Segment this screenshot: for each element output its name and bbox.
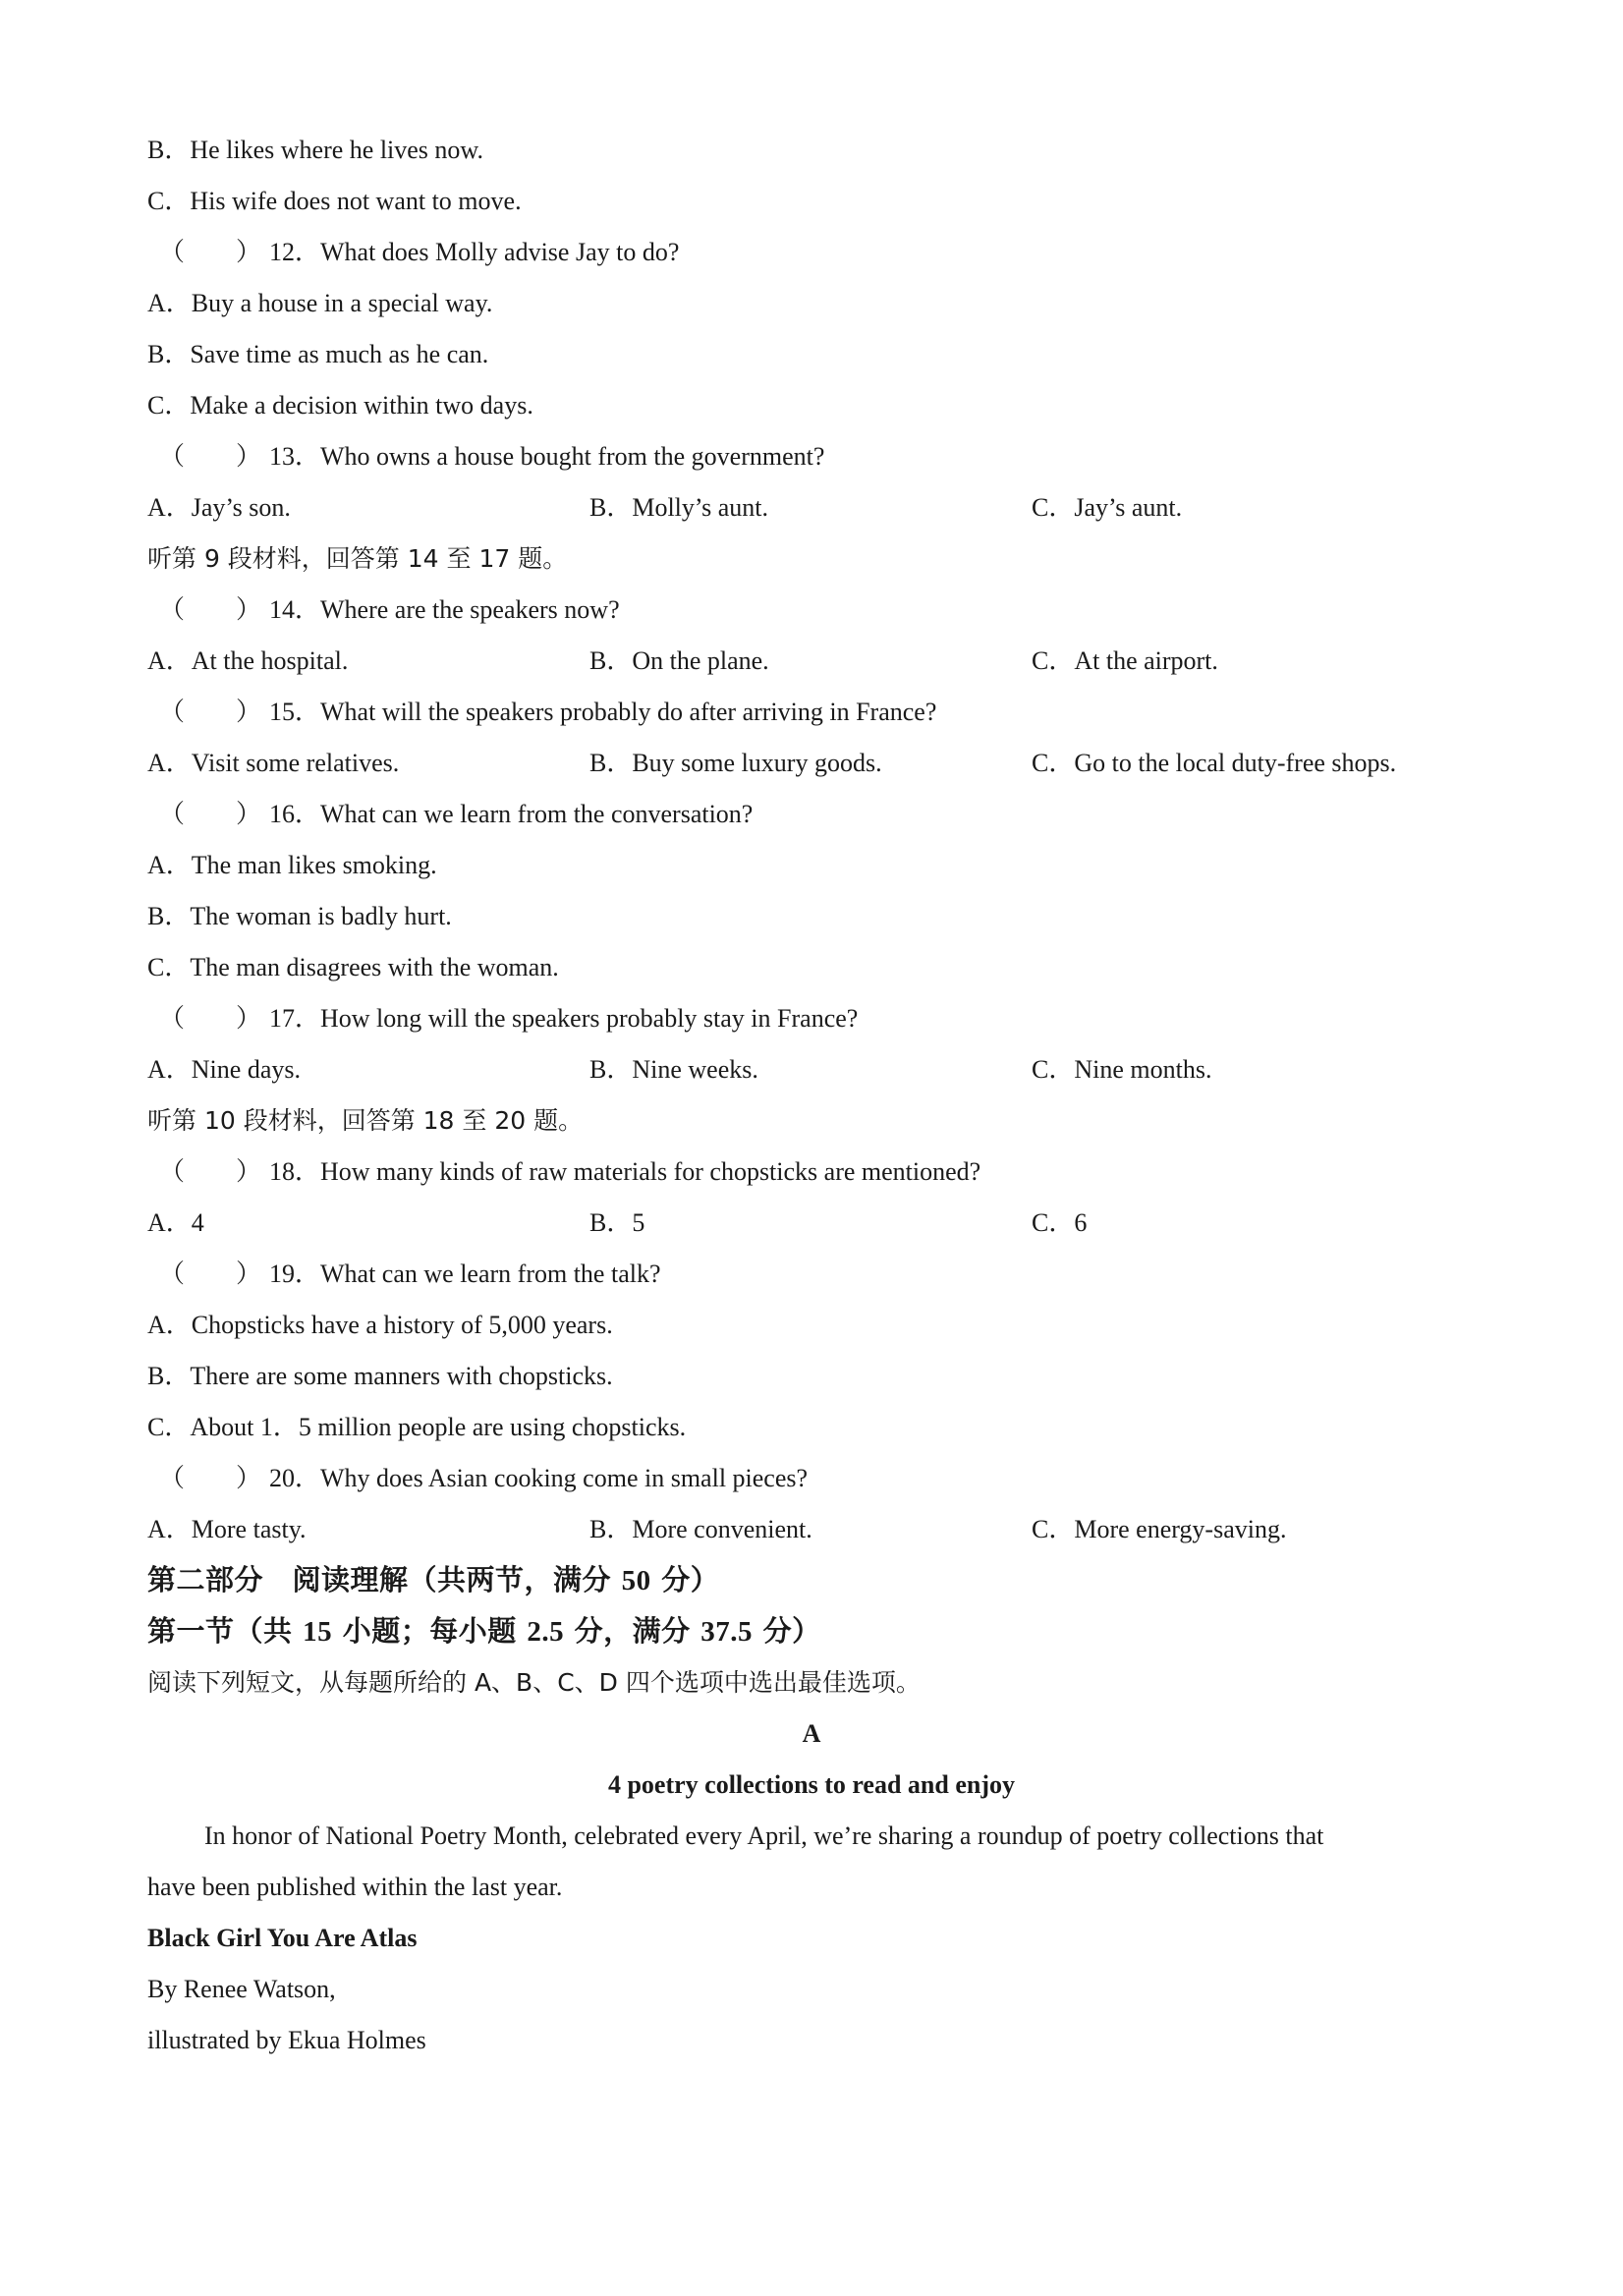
question-text: 16．What can we learn from the conversation? — [269, 800, 754, 828]
answer-blank: （ ） — [159, 238, 262, 266]
option-a: A．More tasty. — [147, 1515, 307, 1543]
option-a: A．Nine days. — [147, 1055, 301, 1084]
option-b: B．Nine weeks. — [589, 1055, 758, 1084]
question-text: 18．How many kinds of raw materials for chopsticks are mentioned? — [269, 1157, 981, 1186]
option-b: B．On the plane. — [589, 646, 769, 675]
answer-blank: （ ） — [159, 595, 262, 624]
question-14 — [159, 593, 620, 627]
option-11c: C．His wife does not want to move. — [147, 187, 522, 215]
options-20 — [147, 1513, 1523, 1546]
option-a: A．Jay’s son. — [147, 493, 291, 522]
passage-title: 4 poetry collections to read and enjoy — [607, 1770, 1016, 1799]
question-17 — [159, 1002, 858, 1036]
options-15 — [147, 747, 1523, 780]
option-12a: A．Buy a house in a special way. — [147, 289, 493, 317]
answer-blank: （ ） — [159, 1260, 262, 1288]
question-18 — [159, 1155, 980, 1189]
answer-blank: （ ） — [159, 1464, 262, 1492]
option-16c: C．The man disagrees with the woman. — [147, 953, 559, 981]
passage-paragraph-line-2: have been published within the last year. — [147, 1873, 563, 1901]
question-text: 20．Why does Asian cooking come in small pieces? — [269, 1464, 809, 1492]
options-18 — [147, 1206, 1523, 1240]
book-author: By Renee Watson, — [147, 1975, 336, 2003]
option-c: C．Nine months. — [1032, 1055, 1212, 1084]
section-heading-10: 听第 10 段材料，回答第 18 至 20 题。 — [147, 1106, 584, 1135]
question-text: 17．How long will the speakers probably stay in France? — [269, 1004, 859, 1033]
options-13 — [147, 491, 1523, 525]
option-a: A．Visit some relatives. — [147, 749, 400, 777]
question-text: 19．What can we learn from the talk? — [269, 1260, 661, 1288]
reading-instruction: 阅读下列短文，从每题所给的 A、B、C、D 四个选项中选出最佳选项。 — [147, 1668, 921, 1697]
question-20 — [159, 1462, 808, 1495]
question-text: 14．Where are the speakers now? — [269, 595, 620, 624]
passage-letter: A — [802, 1719, 821, 1748]
question-text: 13．Who owns a house bought from the government? — [269, 442, 825, 471]
option-12c: C．Make a decision within two days. — [147, 391, 533, 420]
answer-blank: （ ） — [159, 1004, 262, 1033]
section-one-title: 第一节（共 15 小题；每小题 2.5 分，满分 37.5 分） — [147, 1614, 821, 1648]
option-b: B．Molly’s aunt. — [589, 493, 769, 522]
answer-blank: （ ） — [159, 442, 262, 471]
section-heading-9: 听第 9 段材料，回答第 14 至 17 题。 — [147, 544, 568, 573]
option-19b: B．There are some manners with chopsticks. — [147, 1362, 613, 1390]
answer-blank: （ ） — [159, 1157, 262, 1186]
option-16b: B．The woman is badly hurt. — [147, 902, 452, 930]
options-14 — [147, 644, 1523, 678]
option-b: B．Buy some luxury goods. — [589, 749, 882, 777]
option-12b: B．Save time as much as he can. — [147, 340, 489, 368]
answer-blank: （ ） — [159, 800, 262, 828]
book-illustrator: illustrated by Ekua Holmes — [147, 2026, 426, 2054]
question-12 — [159, 236, 679, 269]
question-13 — [159, 440, 824, 474]
option-a: A．4 — [147, 1208, 204, 1237]
question-text: 15．What will the speakers probably do after arriving in France? — [269, 698, 937, 726]
question-19 — [159, 1258, 661, 1291]
option-b: B．More convenient. — [589, 1515, 812, 1543]
part-two-title: 第二部分 阅读理解（共两节，满分 50 分） — [147, 1563, 720, 1596]
option-c: C．More energy-saving. — [1032, 1515, 1287, 1543]
question-15 — [159, 696, 936, 729]
option-19a: A．Chopsticks have a history of 5,000 years. — [147, 1311, 613, 1339]
option-c: C．6 — [1032, 1208, 1088, 1237]
option-a: A．At the hospital. — [147, 646, 349, 675]
option-c: C．At the airport. — [1032, 646, 1218, 675]
answer-blank: （ ） — [159, 698, 262, 726]
option-c: C．Go to the local duty-free shops. — [1032, 749, 1397, 777]
options-17 — [147, 1053, 1523, 1087]
question-16 — [159, 798, 753, 831]
option-c: C．Jay’s aunt. — [1032, 493, 1183, 522]
passage-paragraph-line-1: In honor of National Poetry Month, celebrated every April, we’re sharing a roundup of poetry collections that — [204, 1821, 1324, 1850]
option-b: B．5 — [589, 1208, 645, 1237]
option-16a: A．The man likes smoking. — [147, 851, 437, 879]
option-11b: B．He likes where he lives now. — [147, 136, 484, 164]
question-text: 12．What does Molly advise Jay to do? — [269, 238, 680, 266]
option-19c: C．About 1．5 million people are using chopsticks. — [147, 1413, 687, 1441]
book-title: Black Girl You Are Atlas — [147, 1924, 418, 1952]
